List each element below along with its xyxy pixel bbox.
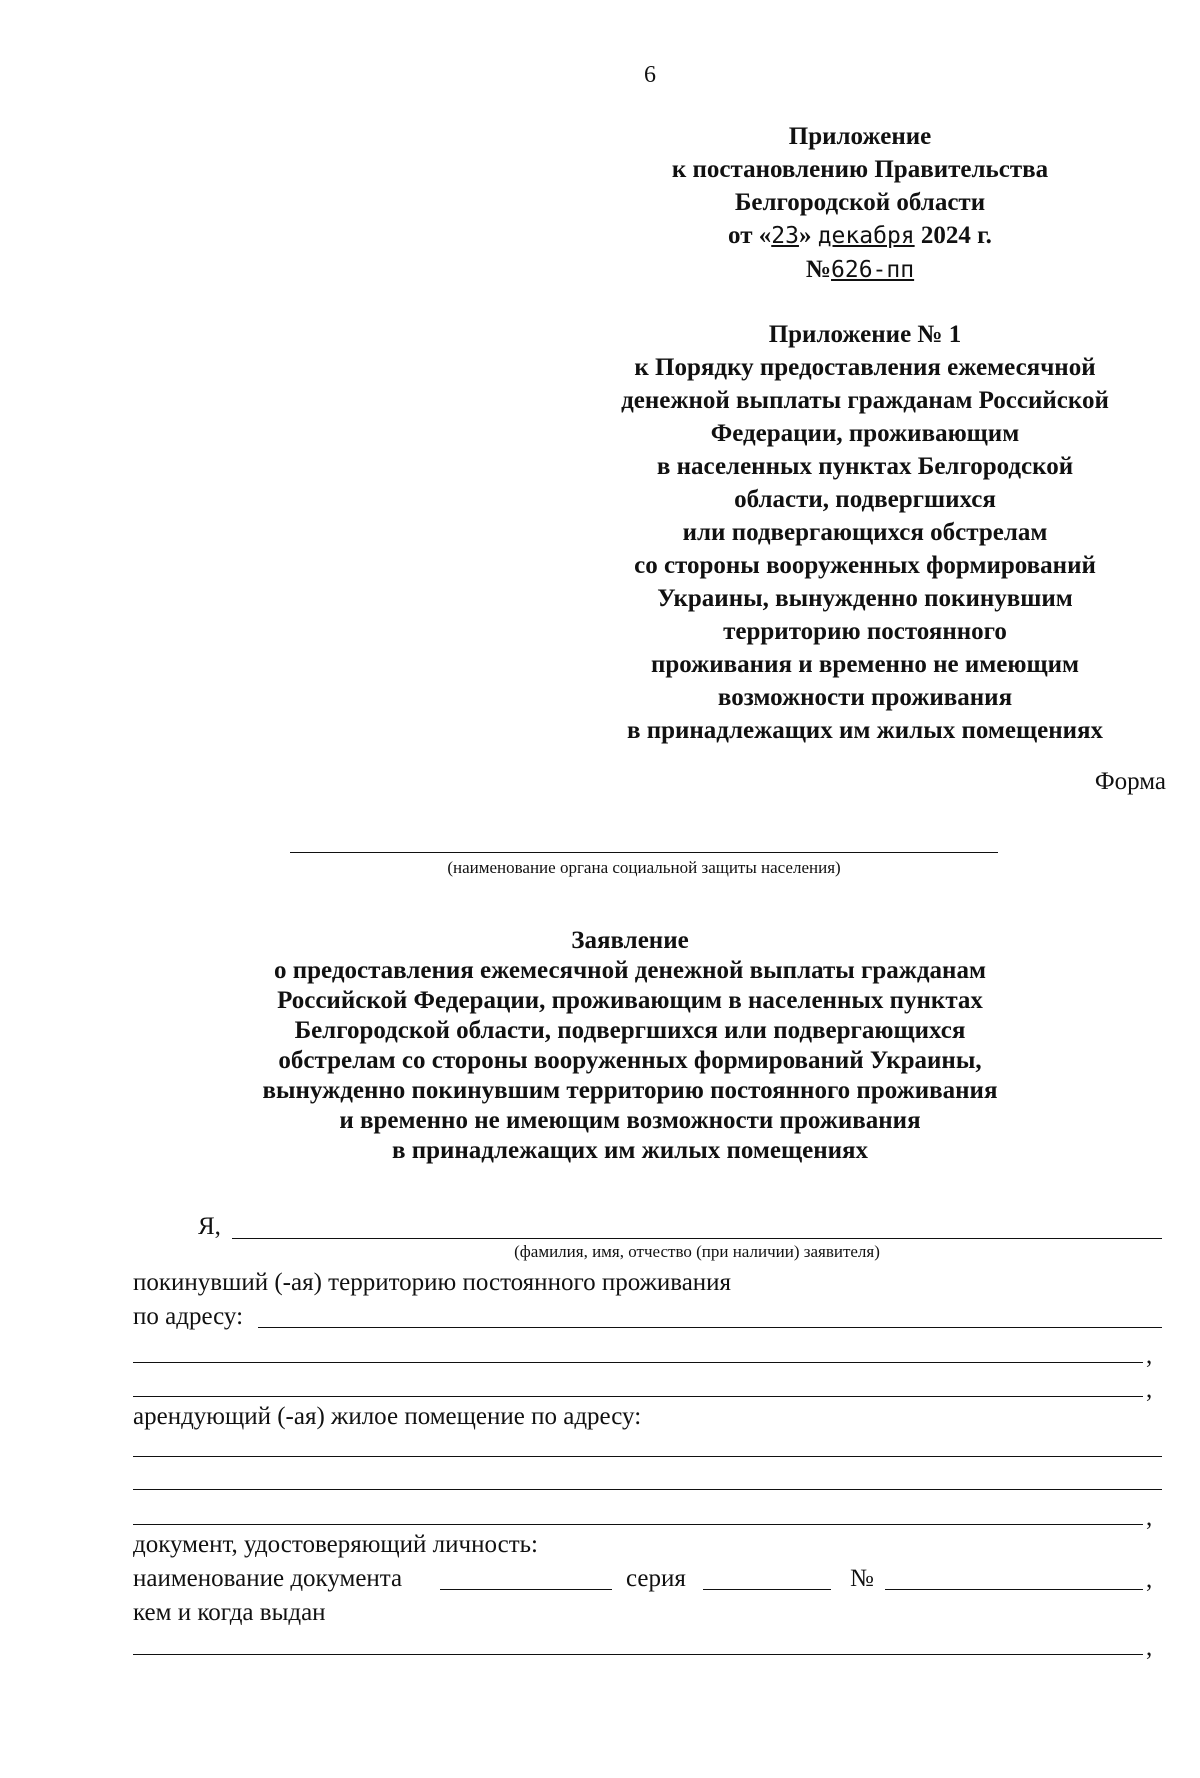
comma: , (1146, 1504, 1153, 1531)
statement-line: обстрелам со стороны вооруженных формирований Украины, (278, 1047, 982, 1074)
comma: , (1146, 1342, 1153, 1369)
document-number: 626-пп (831, 257, 915, 283)
appendix-1-block (560, 318, 1170, 747)
rent-address-field-1[interactable] (133, 1456, 1162, 1457)
appendix-header-number (560, 253, 1160, 287)
appendix-header-line2: к постановлению Правительства (671, 156, 1049, 183)
appendix-header (560, 120, 1160, 287)
statement-line: Российской Федерации, проживающим в населенных пунктах (277, 987, 983, 1014)
appendix-1-line: со стороны вооруженных формирований (634, 552, 1096, 579)
doc-name-field[interactable] (440, 1589, 612, 1590)
address-label: по адресу: (133, 1303, 244, 1330)
appendix-1-line: области, подвергшихся (734, 486, 996, 513)
series-label: серия (626, 1565, 686, 1592)
date-day: 23 (771, 223, 799, 249)
comma: , (1146, 1376, 1153, 1403)
form-label: Форма (1094, 768, 1166, 795)
statement-line: вынужденно покинувшим территорию постоянного проживания (262, 1077, 998, 1104)
number-prefix: № (805, 256, 832, 283)
appendix-1-line: в принадлежащих им жилых помещениях (626, 717, 1104, 744)
appendix-1-line: Украины, вынужденно покинувшим (657, 585, 1073, 612)
date-prefix: от « (728, 222, 772, 249)
appendix-1-line: проживания и временно не имеющим (650, 651, 1080, 678)
date-year: 2024 г. (920, 222, 992, 249)
authority-name-line[interactable] (290, 852, 998, 853)
address-field-1[interactable] (258, 1327, 1162, 1328)
page-number: 6 (644, 62, 656, 88)
appendix-1-line: или подвергающихся обстрелам (682, 519, 1048, 546)
id-doc-label: документ, удостоверяющий личность: (133, 1531, 538, 1558)
issued-label: кем и когда выдан (133, 1599, 326, 1626)
number-label: № (850, 1565, 874, 1592)
appendix-1-heading: Приложение № 1 (768, 321, 962, 348)
authority-caption: (наименование органа социальной защиты населения) (447, 858, 841, 877)
address-field-3[interactable] (133, 1396, 1143, 1397)
appendix-1-line: Федерации, проживающим (710, 420, 1020, 447)
number-field[interactable] (885, 1589, 1143, 1590)
left-residence-label: покинувший (-ая) территорию постоянного проживания (133, 1269, 732, 1296)
comma: , (1146, 1634, 1153, 1661)
statement-line: в принадлежащих им жилых помещениях (391, 1137, 869, 1164)
fio-caption: (фамилия, имя, отчество (при наличии) заявителя) (514, 1242, 880, 1261)
statement-title: Заявление (571, 927, 689, 954)
appendix-header-date (560, 219, 1160, 253)
appendix-1-line: денежной выплаты гражданам Российской (621, 387, 1109, 414)
appendix-header-line1: Приложение (788, 123, 932, 150)
appendix-1-line: территорию постоянного (723, 618, 1007, 645)
rent-address-field-3[interactable] (133, 1524, 1143, 1525)
fio-field[interactable] (232, 1238, 1162, 1239)
rent-label: арендующий (-ая) жилое помещение по адресу: (133, 1403, 642, 1430)
rent-address-field-2[interactable] (133, 1489, 1162, 1490)
appendix-1-line: в населенных пунктах Белгородской (656, 453, 1074, 480)
statement-line: и временно не имеющим возможности проживания (339, 1107, 921, 1134)
statement-line: Белгородской области, подвергшихся или подвергающихся (294, 1017, 966, 1044)
statement-line: о предоставления ежемесячной денежной выплаты гражданам (274, 957, 986, 984)
issued-field[interactable] (133, 1654, 1143, 1655)
comma: , (1146, 1566, 1153, 1593)
series-field[interactable] (703, 1589, 831, 1590)
appendix-header-line3: Белгородской области (734, 189, 986, 216)
statement-title-block (190, 926, 1070, 1166)
appendix-1-line: к Порядку предоставления ежемесячной (634, 354, 1096, 381)
i-label: Я, (198, 1213, 221, 1240)
date-month: декабря (817, 223, 915, 249)
doc-name-label: наименование документа (133, 1565, 403, 1592)
date-mid: » (798, 222, 812, 249)
address-field-2[interactable] (133, 1362, 1143, 1363)
appendix-1-line: возможности проживания (717, 684, 1013, 711)
